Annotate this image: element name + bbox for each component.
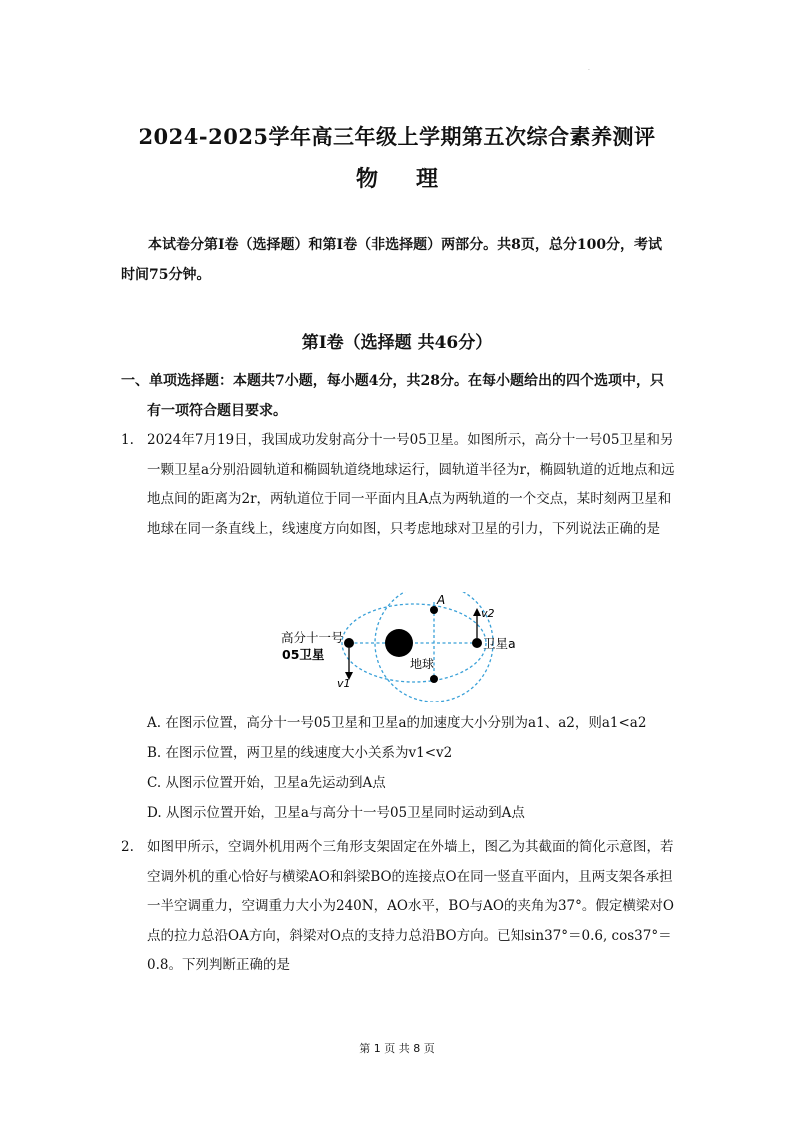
- section-title: 第Ⅰ卷（选择题 共46分）: [301, 333, 493, 353]
- label-sat-05-line1: 高分十一号: [281, 630, 344, 645]
- page-footer: 第 1 页 共 8 页: [359, 1042, 435, 1055]
- q1-option-c: C. 从图示位置开始，卫星a先运动到A点: [147, 775, 386, 791]
- q1-option-b: B. 在图示位置，两卫星的线速度大小关系为v1<v2: [147, 745, 453, 761]
- exam-title: 2024-2025学年高三年级上学期第五次综合素养测评: [138, 124, 656, 149]
- label-v1: v1: [337, 677, 351, 690]
- part-one-heading-line2: 有一项符合题目要求。: [147, 403, 287, 419]
- satellite-a-icon: [472, 638, 482, 648]
- exam-instructions: 本试卷分第Ⅰ卷（选择题）和第Ⅰ卷（非选择题）两部分。共8页，总分100分，考试时间75分钟。: [121, 237, 663, 283]
- part-one-heading: [121, 366, 681, 426]
- question-1-text: 2024年7月19日，我国成功发射高分十一号05卫星。如图所示，高分十一号05卫星和另一颗卫星a分别沿圆轨道和椭圆轨道绕地球运行，圆轨道半径为r，椭圆轨道的近地点和远地点间的距离为2r，两轨道位于同一平面内且A点为两轨道的一个交点，某时刻两卫星和地球在同一条直线上，线速度方向如图，只考虑地球对卫星的引力，下列说法正确的是: [147, 432, 675, 537]
- label-earth: 地球: [410, 657, 435, 671]
- question-2-text: 如图甲所示，空调外机用两个三角形支架固定在外墙上，图乙为其截面的简化示意图，若空调外机的重心恰好与横梁AO和斜梁BO的连接点O在同一竖直平面内，且两支架各承担一半空调重力，空调重力大小为240N，AO水平，BO与AO的夹角为37°。假定横梁对O点的拉力总沿OA方向，斜梁对O点的支持力总沿BO方向。已知sin37°＝0.6, cos37°＝0.8。下列判断正确的是: [147, 839, 674, 973]
- scan-dot: ·: [588, 67, 590, 74]
- question-1-number: 1.: [121, 432, 134, 448]
- q1-option-a: A. 在图示位置，高分十一号05卫星和卫星a的加速度大小分别为a1、a2，则a1<a2: [147, 715, 647, 731]
- v2-arrowhead: [473, 608, 481, 616]
- label-sat-05-line2: 05卫星: [282, 647, 325, 662]
- label-v2: v2: [481, 607, 495, 620]
- question-2: [121, 833, 681, 981]
- question-2-number: 2.: [121, 839, 134, 855]
- question-1: [121, 426, 681, 544]
- earth-icon: [385, 629, 413, 657]
- exam-subject: 物理: [355, 166, 476, 192]
- intersection-point-icon: [430, 675, 438, 683]
- point-a-icon: [430, 606, 438, 614]
- label-point-a: A: [437, 593, 446, 607]
- label-sat-a: 卫星a: [483, 636, 516, 651]
- q1-option-d: D. 从图示位置开始，卫星a与高分十一号05卫星同时运动到A点: [147, 805, 525, 821]
- satellite-05-icon: [344, 638, 354, 648]
- orbit-figure: [0, 592, 794, 702]
- part-one-heading-line1: 一、单项选择题：本题共7小题，每小题4分，共28分。在每小题给出的四个选项中，只: [121, 373, 664, 389]
